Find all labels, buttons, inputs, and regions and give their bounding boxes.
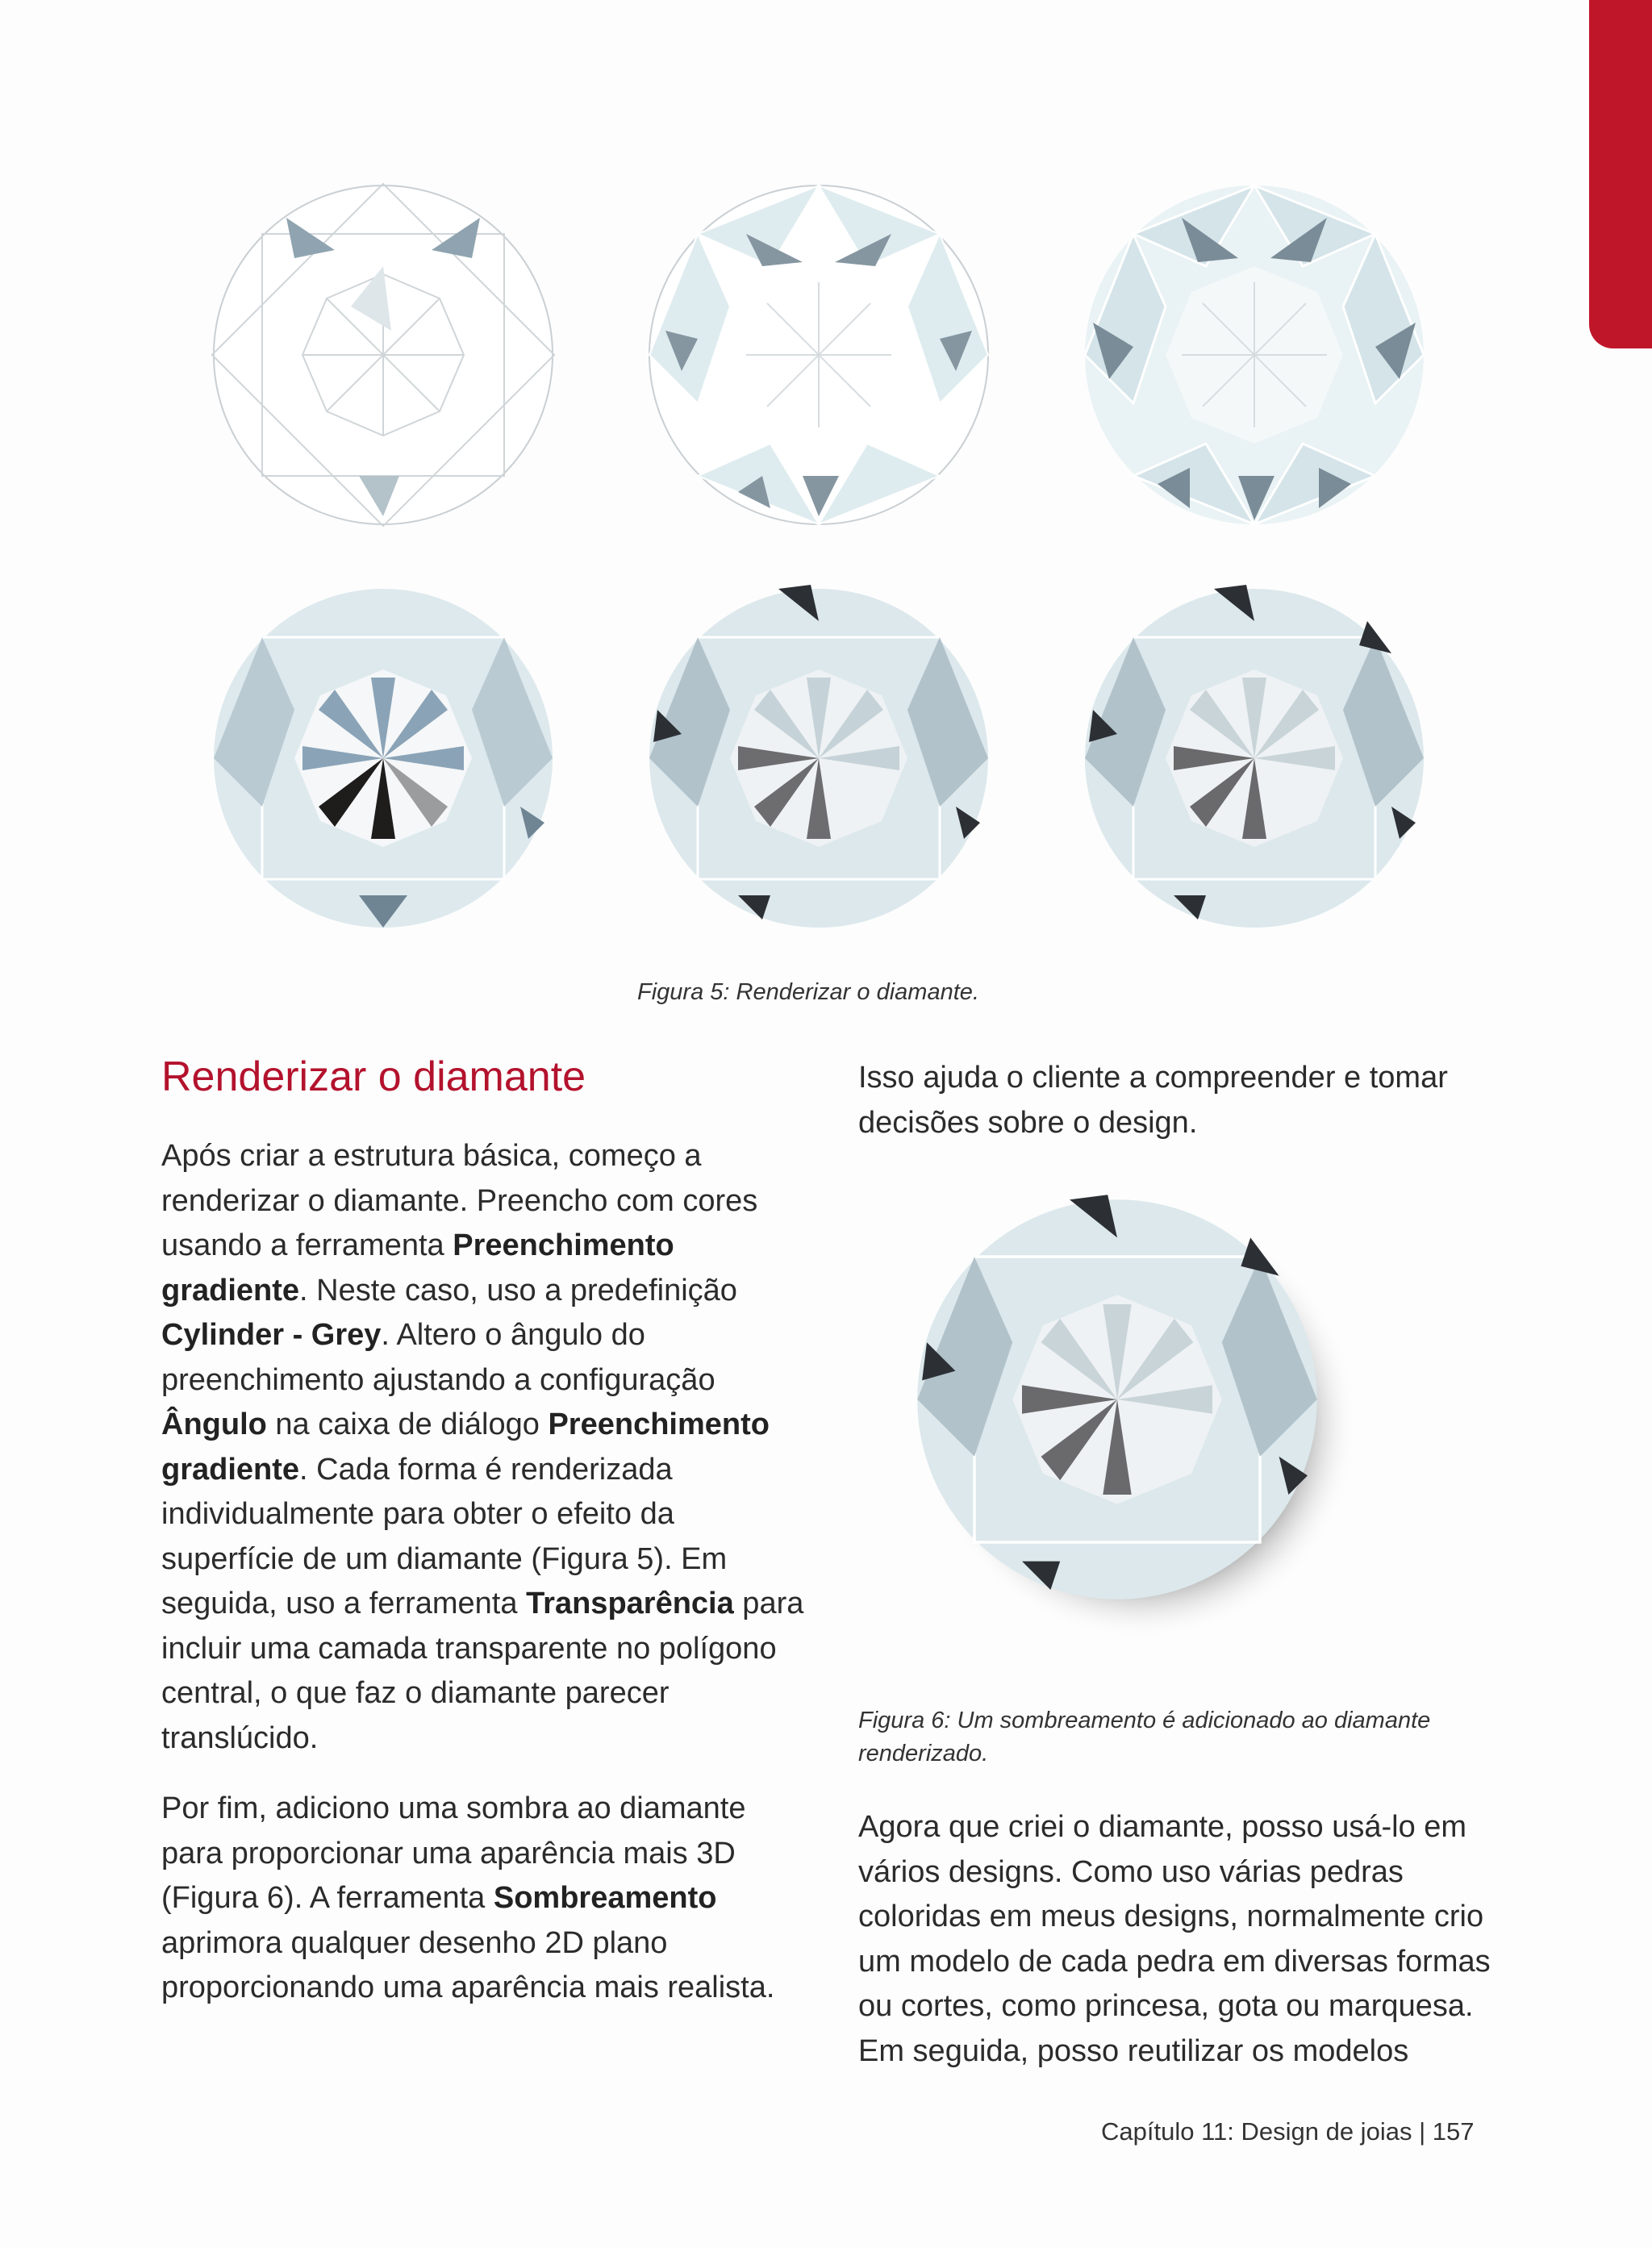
right-paragraph-1: Isso ajuda o cliente a compreender e tomar decisões sobre o design. xyxy=(858,1061,1448,1140)
footer-separator: | xyxy=(1419,2117,1426,2146)
paragraph-2: Por fim, adiciono uma sombra ao diamante para proporcionar uma aparência mais 3D (Figura 6). A ferramenta Sombreamento aprimora qualquer desenho 2D plano proporcionando uma aparência mais realista. xyxy=(161,1791,775,2004)
right-paragraph-2: Agora que criei o diamante, posso usá-lo em vários designs. Como uso várias pedras coloridas em meus designs, normalmente crio um modelo de cada pedra em diversas formas ou cortes, como princesa, gota ou marquesa. Em seguida, posso reutilizar os modelos xyxy=(858,1810,1491,2068)
diamond-stage-5-transparency xyxy=(633,573,1004,944)
diamond-stage-3-crown-facets xyxy=(1069,169,1440,540)
diamond-stage-6-final xyxy=(1069,573,1440,944)
chapter-tab-marker xyxy=(1589,0,1652,348)
figure-5-caption: Figura 5: Renderizar o diamante. xyxy=(637,979,979,1005)
section-heading: Renderizar o diamante xyxy=(161,1053,586,1100)
figure-5 xyxy=(198,169,1448,960)
page-number: 157 xyxy=(1432,2117,1475,2146)
page-footer xyxy=(1101,2117,1475,2146)
diamond-stage-2-outer-facets xyxy=(633,169,1004,540)
footer-chapter: Capítulo 11: Design de joias xyxy=(1101,2117,1412,2146)
diamond-stage-1-wireframe xyxy=(198,169,569,540)
figure-6-shadowed-diamond xyxy=(899,1174,1351,1641)
diamond-stage-4-gradient-star xyxy=(198,573,569,944)
paragraph-1: Após criar a estrutura básica, começo a renderizar o diamante. Preencho com cores usando a ferramenta Preenchimento gradiente. Neste caso, uso a predefinição Cylinder - Grey. Altero o ângulo do preenchimento ajustando a configuração Ângulo na caixa de diálogo Preenchimento gradiente. Cada forma é renderizada individualmente para obter o efeito da superfície de um diamante (Figura 5). Em seguida, uso a ferramenta Transparência para incluir uma camada transparente no polígono central, o que faz o diamante parecer translúcido. xyxy=(161,1139,804,1755)
figure-6-caption: Figura 6: Um sombreamento é adicionado ao diamante renderizado. xyxy=(858,1708,1431,1766)
